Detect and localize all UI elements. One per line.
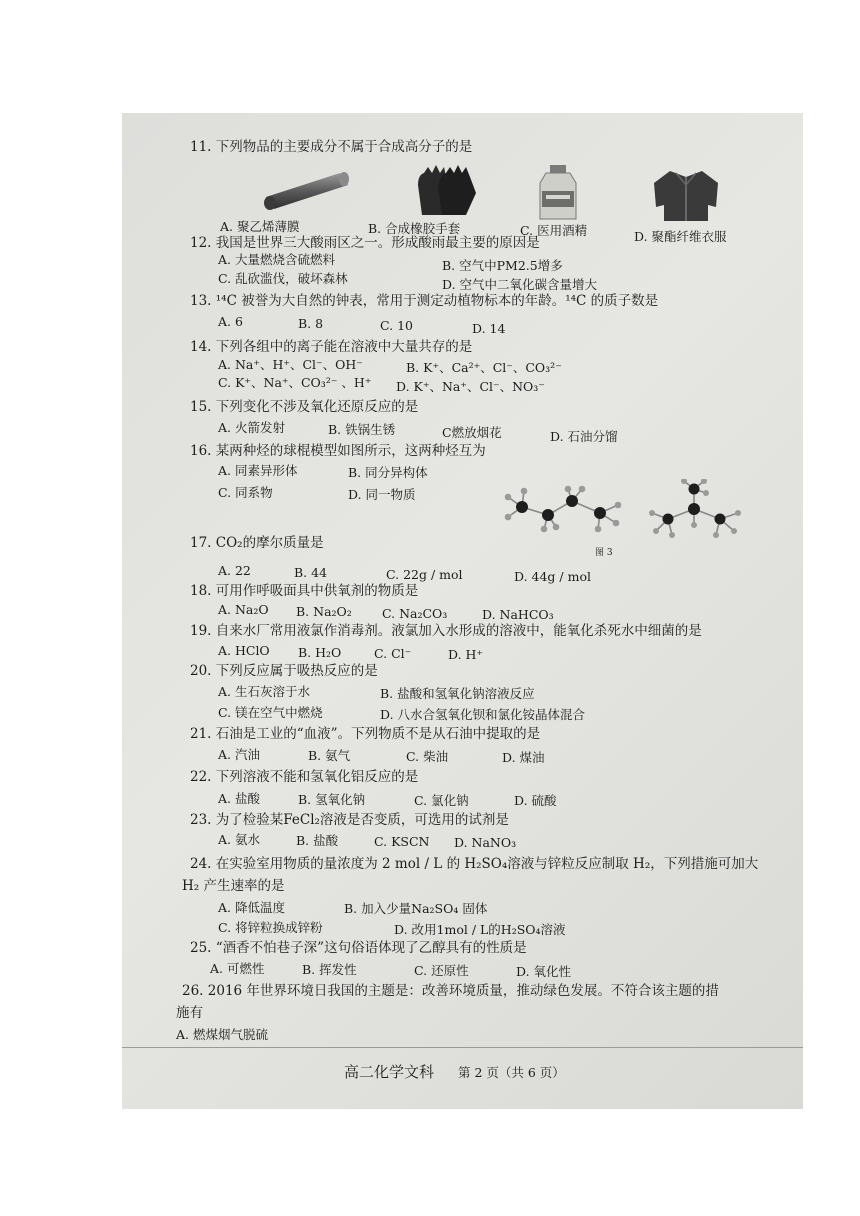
q20-option-b[interactable]: B. 盐酸和氢氧化钠溶液反应 (380, 686, 535, 701)
butane-ball-stick-model (500, 485, 630, 533)
q13-stem: 13. ¹⁴C 被誉为大自然的钟表，常用于测定动植物标本的年龄。¹⁴C 的质子数是 (190, 293, 659, 309)
q11-option-c[interactable]: C. 医用酒精 (520, 223, 588, 238)
q20-option-c[interactable]: C. 镁在空气中燃烧 (218, 705, 323, 720)
footer-page-number: 第 2 页（共 6 页） (458, 1065, 565, 1080)
q19-option-d[interactable]: D. H⁺ (448, 647, 484, 662)
q17-option-b[interactable]: B. 44 (294, 565, 328, 580)
figure-label: 图 3 (595, 548, 613, 558)
q23-option-c[interactable]: C. KSCN (374, 834, 430, 849)
q13-option-a[interactable]: A. 6 (218, 314, 243, 329)
q16-option-c[interactable]: C. 同系物 (218, 485, 273, 500)
q18-option-b[interactable]: B. Na₂O₂ (296, 604, 352, 619)
q13-option-b[interactable]: B. 8 (298, 316, 324, 331)
plastic-film-roll-image (260, 167, 352, 211)
q25-option-d[interactable]: D. 氧化性 (516, 964, 572, 979)
q24-option-b[interactable]: B. 加入少量Na₂SO₄ 固体 (344, 901, 488, 916)
q12-option-a[interactable]: A. 大量燃烧含硫燃料 (218, 252, 335, 267)
isobutane-ball-stick-model (644, 479, 746, 541)
q23-stem: 23. 为了检验某FeCl₂溶液是否变质，可选用的试剂是 (190, 812, 509, 828)
q25-stem: 25. “酒香不怕巷子深”这句俗语体现了乙醇具有的性质是 (190, 940, 527, 956)
footer-divider (122, 1047, 803, 1048)
q15-option-b[interactable]: B. 铁锅生锈 (328, 422, 396, 437)
q18-option-a[interactable]: A. Na₂O (218, 602, 269, 617)
q14-option-b[interactable]: B. K⁺、Ca²⁺、Cl⁻、CO₃²⁻ (406, 360, 562, 375)
q20-option-d[interactable]: D. 八水合氢氧化钡和氯化铵晶体混合 (380, 707, 586, 722)
q20-stem: 20. 下列反应属于吸热反应的是 (190, 663, 378, 679)
q18-stem: 18. 可用作呼吸面具中供氧剂的物质是 (190, 583, 419, 599)
q14-option-c[interactable]: C. K⁺、Na⁺、CO₃²⁻ 、H⁺ (218, 375, 372, 390)
q11-option-d[interactable]: D. 聚酯纤维衣服 (634, 229, 727, 244)
q18-option-c[interactable]: C. Na₂CO₃ (382, 606, 448, 621)
q14-option-d[interactable]: D. K⁺、Na⁺、Cl⁻、NO₃⁻ (396, 379, 545, 394)
q14-option-a[interactable]: A. Na⁺、H⁺、Cl⁻、OH⁻ (218, 357, 363, 372)
q15-option-d[interactable]: D. 石油分馏 (550, 429, 618, 444)
q15-option-a[interactable]: A. 火箭发射 (218, 420, 285, 435)
q11-stem: 11. 下列物品的主要成分不属于合成高分子的是 (190, 139, 473, 155)
q21-stem: 21. 石油是工业的“血液”。下列物质不是从石油中提取的是 (190, 726, 541, 742)
q21-option-c[interactable]: C. 柴油 (406, 749, 449, 764)
q22-option-d[interactable]: D. 硫酸 (514, 793, 557, 808)
q22-stem: 22. 下列溶液不能和氢氧化铝反应的是 (190, 769, 419, 785)
q23-option-b[interactable]: B. 盐酸 (296, 833, 339, 848)
q21-option-a[interactable]: A. 汽油 (218, 747, 260, 762)
q25-option-c[interactable]: C. 还原性 (414, 963, 469, 978)
q12-option-c[interactable]: C. 乱砍滥伐，破坏森林 (218, 271, 348, 286)
q24-stem-line2: H₂ 产生速率的是 (182, 878, 285, 894)
medical-alcohol-bottle-image (536, 163, 582, 221)
q18-option-d[interactable]: D. NaHCO₃ (482, 607, 554, 622)
q12-option-d[interactable]: D. 空气中二氧化碳含量增大 (442, 277, 598, 292)
q16-option-b[interactable]: B. 同分异构体 (348, 465, 428, 480)
q21-option-b[interactable]: B. 氨气 (308, 748, 351, 763)
q23-option-d[interactable]: D. NaNO₃ (454, 835, 517, 850)
q24-option-c[interactable]: C. 将锌粒换成锌粉 (218, 920, 323, 935)
q17-option-c[interactable]: C. 22g / mol (386, 567, 463, 582)
exam-page (122, 113, 803, 1109)
q22-option-c[interactable]: C. 氯化钠 (414, 793, 469, 808)
q15-option-c[interactable]: C燃放烟花 (442, 425, 502, 440)
q15-stem: 15. 下列变化不涉及氧化还原反应的是 (190, 399, 419, 415)
q25-option-a[interactable]: A. 可燃性 (210, 961, 265, 976)
q24-option-a[interactable]: A. 降低温度 (218, 900, 285, 915)
q22-option-b[interactable]: B. 氢氧化钠 (298, 792, 366, 807)
q25-option-b[interactable]: B. 挥发性 (302, 962, 357, 977)
q17-option-a[interactable]: A. 22 (218, 563, 251, 578)
q24-stem-line1: 24. 在实验室用物质的量浓度为 2 mol / L 的 H₂SO₄溶液与锌粒反应制取 H₂，下列措施可加大 (190, 856, 759, 872)
q26-option-a[interactable]: A. 燃煤烟气脱硫 (176, 1027, 268, 1042)
q22-option-a[interactable]: A. 盐酸 (218, 791, 260, 806)
rubber-gloves-image (414, 163, 480, 219)
q21-option-d[interactable]: D. 煤油 (502, 750, 545, 765)
q11-option-a[interactable]: A. 聚乙烯薄膜 (220, 219, 300, 234)
q19-option-c[interactable]: C. Cl⁻ (374, 646, 412, 661)
q16-stem: 16. 某两种烃的球棍模型如图所示，这两种烃互为 (190, 443, 486, 459)
q16-option-d[interactable]: D. 同一物质 (348, 487, 416, 502)
q12-stem: 12. 我国是世界三大酸雨区之一。形成酸雨最主要的原因是 (190, 235, 540, 251)
q23-option-a[interactable]: A. 氨水 (218, 832, 260, 847)
q19-option-a[interactable]: A. HClO (218, 643, 270, 658)
footer-title: 高二化学文科 (344, 1063, 435, 1081)
q12-option-b[interactable]: B. 空气中PM2.5增多 (442, 258, 563, 273)
q16-option-a[interactable]: A. 同素异形体 (218, 463, 298, 478)
polyester-jacket-image (650, 167, 722, 223)
q17-stem: 17. CO₂的摩尔质量是 (190, 535, 324, 551)
q19-stem: 19. 自来水厂常用液氯作消毒剂。液氯加入水形成的溶液中，能氧化杀死水中细菌的是 (190, 623, 702, 639)
q24-option-d[interactable]: D. 改用1mol / L的H₂SO₄溶液 (394, 922, 566, 937)
q20-option-a[interactable]: A. 生石灰溶于水 (218, 684, 310, 699)
q26-stem-line2: 施有 (176, 1005, 203, 1021)
q26-stem-line1: 26. 2016 年世界环境日我国的主题是：改善环境质量，推动绿色发展。不符合该主题的措 (182, 983, 719, 999)
q13-option-c[interactable]: C. 10 (380, 318, 413, 333)
q13-option-d[interactable]: D. 14 (472, 321, 506, 336)
q17-option-d[interactable]: D. 44g / mol (514, 569, 591, 584)
q11-option-b[interactable]: B. 合成橡胶手套 (368, 221, 461, 236)
q14-stem: 14. 下列各组中的离子能在溶液中大量共存的是 (190, 339, 473, 355)
q19-option-b[interactable]: B. H₂O (298, 645, 342, 660)
